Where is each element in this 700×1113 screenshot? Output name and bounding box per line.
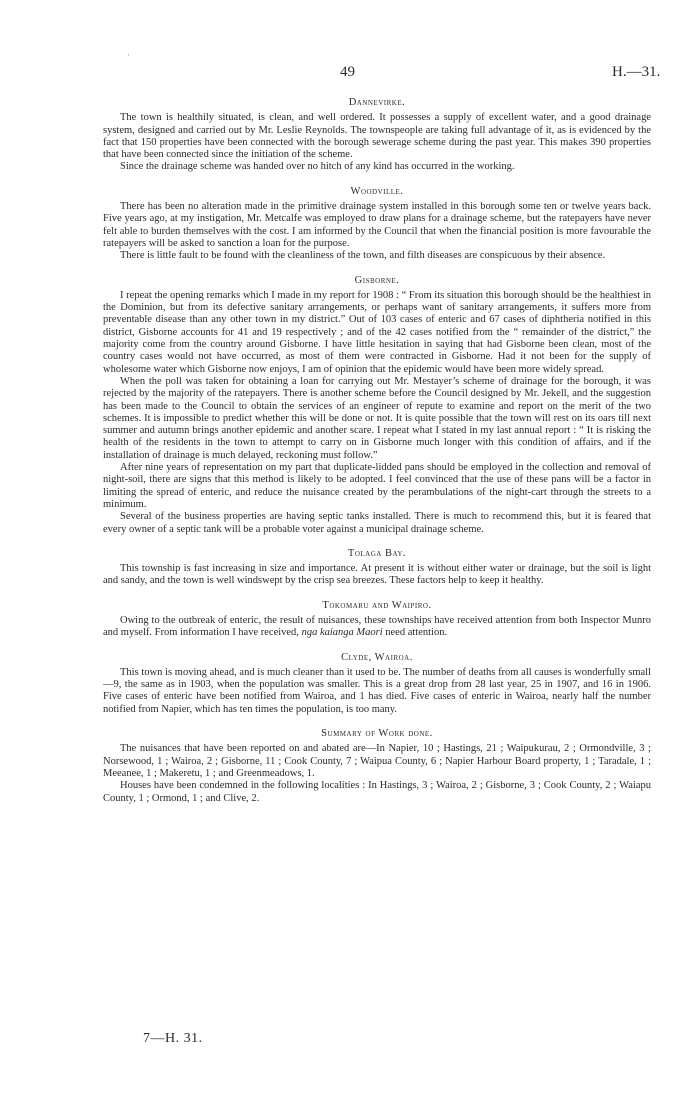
section-heading-gisborne: Gisborne. — [354, 274, 400, 286]
page-signature: 7—H. 31. — [143, 1031, 203, 1046]
paragraph: Houses have been condemned in the following localities : In Hastings, 3 ; Wairoa, 2 ; Gisborne, 3 ; Cook County, 2 ; Waiapu County, 1 ; Ormond, 1 ; and Clive, 2. — [103, 780, 651, 804]
page-number: 49 — [340, 64, 355, 80]
report-body — [103, 97, 651, 805]
paragraph — [103, 615, 651, 640]
paragraph: After nine years of representation on my part that duplicate-lidded pans should be employed in the collection and removal of night-soil, there are signs that this method is likely to be adopted. I feel convinced that the use of these pans will be a factor in limiting the spread of enteric, and reduce the nuisance created by the perambulations of the night-cart through the streets to a minimum. — [103, 462, 651, 510]
section-heading-woodville: Woodville. — [350, 185, 404, 197]
paragraph: Several of the business properties are having septic tanks installed. There is much to recommend this, but it is feared that every owner of a septic tank will be a probable voter against a municipal drainage scheme. — [103, 511, 651, 535]
section-heading-summary: Summary of Work done. — [321, 728, 433, 740]
paragraph-text: Owing to the outbreak of enteric, the result of nuisances, these townships have received attention from both Inspector Munro and myself. From information I have received, — [103, 614, 651, 639]
section-heading-tokomaru-waipiro: Tokomaru and Waipiro. — [322, 599, 432, 611]
paragraph: The town is healthily situated, is clean, and well ordered. It possesses a supply of excellent water, and a good drainage system, designed and carried out by Mr. Leslie Reynolds. The townspeople are taking full advantage of it, as is evidenced by the fact that 150 properties have been connected with the borough sewerage scheme during the past year. This makes 390 properties that have been connected since the initiation of the scheme. — [103, 112, 651, 161]
paragraph: This township is fast increasing in size and importance. At present it is without either water or drainage, but the soil is light and sandy, and the town is well windswept by the crisp sea breezes. These factors help to keep it healthy. — [103, 563, 651, 587]
paragraph-text: need attention. — [382, 627, 448, 639]
paragraph: This town is moving ahead, and is much cleaner than it used to be. The number of deaths from all causes is wonderfully small—9, the same as in 1903, when the population was smaller. This is a great drop from 28 last year, 25 in 1907, and 16 in 1906. Five cases of enteric have been notified from Wairoa, and 1 has died. Five cases of enteric in Wairoa, nearly half the number notified from Napier, which has ten times the population, is too many. — [103, 666, 651, 715]
document-code: H.—31. — [612, 64, 661, 80]
maori-phrase: nga kaianga Maori — [301, 627, 383, 639]
paragraph: Since the drainage scheme was handed over no hitch of any kind has occurred in the working. — [120, 161, 515, 173]
paragraph: There is little fault to be found with the cleanliness of the town, and filth diseases are conspicuous by their absence. — [120, 250, 606, 262]
paragraph: The nuisances that have been reported on and abated are—In Napier, 10 ; Hastings, 21 ; Waipukurau, 2 ; Ormondville, 3 ; Norsewood, 1 ; Wairoa, 2 ; Gisborne, 11 ; Cook County, 7 ; Waipua County, 6 ; Napier Harbour Board property, 1 ; Taradale, 1 ; Meeanee, 1 ; Makeretu, 1 ; and Greenmeadows, 1. — [103, 743, 651, 779]
scan-speck: · — [127, 51, 130, 60]
paragraph: There has been no alteration made in the primitive drainage system installed in this borough some ten or twelve years back. Five years ago, at my instigation, Mr. Metcalfe was employed to draw plans for a drainage scheme, but the ratepayers have never felt able to burden themselves with the cost. I am informed by the Council that when the financial position is more favourable the ratepayers will be asked to sanction a loan for the purpose. — [103, 201, 651, 249]
paragraph: I repeat the opening remarks which I made in my report for 1908 : “ From its situation this borough should be the healthiest in the Dominion, but from its defective sanitary arrangements, or perhaps want of sanitary arrangements, it suffers more from preventable disease than any other town in my district.” Out of 103 cases of enteric and 67 cases of diphtheria notified in this district, Gisborne accounts for 41 and 19 respectively ; and of the 42 cases notified from the “ remainder of the district,” the majority come from the country around Gisborne. I have little hesitation in saying that had Gisborne been clean, most of the country cases would not have occurred, as most of them were contracted in Gisborne. Had it not been for the supply of wholesome water which Gisborne now enjoys, I am of opinion that the epidemic would have been more widely spread. — [103, 289, 651, 375]
section-heading-tolaga-bay: Tolaga Bay. — [347, 547, 407, 559]
section-heading-dannevirke: Dannevirke. — [348, 97, 406, 108]
paragraph: When the poll was taken for obtaining a loan for carrying out Mr. Mestayer’s scheme of drainage for the borough, it was rejected by the majority of the ratepayers. There is another scheme before the Council designed by Mr. Jekell, and the suggestion has been made to the Council to obtain the services of an engineer of repute to examine and report on the merit of the two schemes. It is impossible to predict whether this will be done or not. It is quite possible that the town will rest on its oars till next summer and autumn brings another epidemic and another scare. I repeat what I stated in my last annual report : “ It is risking the health of the residents in the town to attempt to carry on in Gisborne much longer with this condition of affairs, and if the installation of drainage is much delayed, reckoning must follow.” — [103, 375, 651, 461]
section-heading-clyde-wairoa: Clyde, Wairoa. — [341, 651, 413, 663]
